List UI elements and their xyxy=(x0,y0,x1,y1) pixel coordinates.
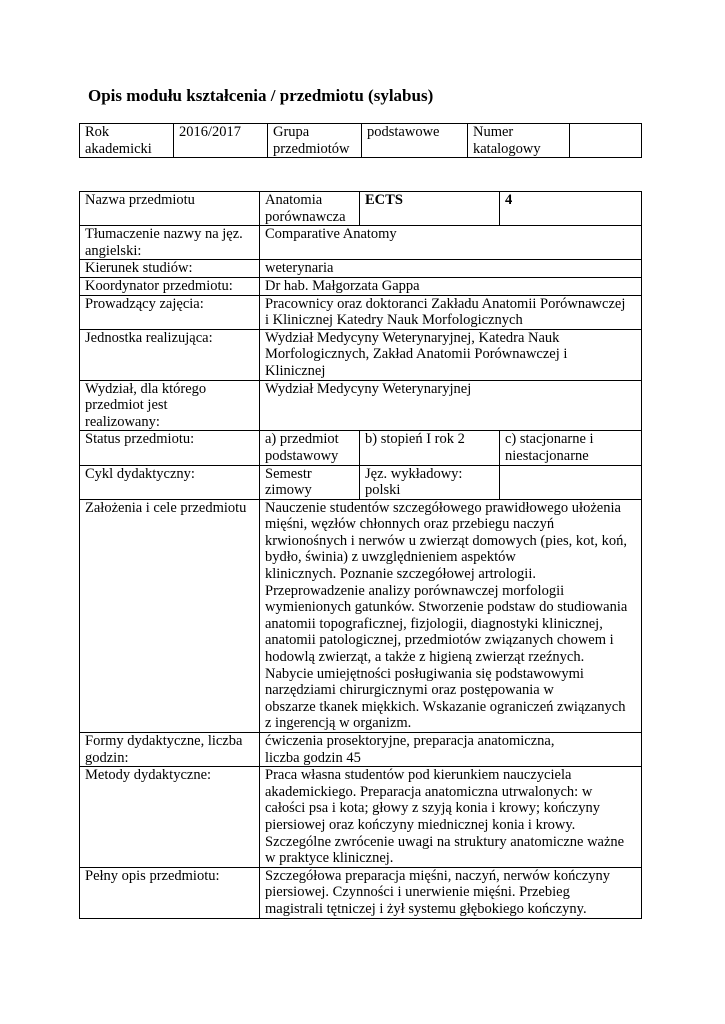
status-label: Status przedmiotu: xyxy=(80,431,260,465)
table-row xyxy=(80,465,642,499)
table-row xyxy=(80,380,642,431)
table-row xyxy=(80,867,642,918)
subject-group-label: Grupa przedmiotów xyxy=(268,124,362,158)
language-value: Jęz. wykładowy: polski xyxy=(360,465,500,499)
goals-value: Nauczenie studentów szczegółowego prawidłowego ułożenia mięśni, węzłów chłonnych oraz przebiegu naczyń krwionośnych i nerwów u zwierząt domowych (pies, kot, koń, bydło, świnia) z uwzględnieniem aspektów klinicznych. Poznanie szczegółowej artrologii. Przeprowadzenie analizy porównawczej morfologii wymienionych gatunków. Stworzenie podstaw do studiowania anatomii topograficznej, fizjologii, diagnostyki klinicznej, anatomii patologicznej, przedmiotów związanych chowem i hodowlą zwierząt, a także z higieną zwierząt rzeźnych. Nabycie umiejętności posługiwania się podstawowymi narzędziami chirurgicznymi oraz postępowania w obszarze tkanek miękkich. Wskazanie ograniczeń związanych z ingerencją w organizm. xyxy=(260,499,642,732)
instructors-label: Prowadzący zajęcia: xyxy=(80,295,260,329)
coordinator-value: Dr hab. Małgorzata Gappa xyxy=(260,277,642,295)
subject-name-value: Anatomia porównawcza xyxy=(260,192,360,226)
ects-label: ECTS xyxy=(360,192,500,226)
status-a: a) przedmiot podstawowy xyxy=(260,431,360,465)
catalog-number-value xyxy=(570,124,642,158)
table-row xyxy=(80,733,642,767)
coordinator-label: Koordynator przedmiotu: xyxy=(80,277,260,295)
subject-name-label: Nazwa przedmiotu xyxy=(80,192,260,226)
ects-value: 4 xyxy=(500,192,642,226)
goals-label: Założenia i cele przedmiotu xyxy=(80,499,260,732)
academic-year-label: Rok akademicki xyxy=(80,124,174,158)
table-row xyxy=(80,499,642,732)
forms-value: ćwiczenia prosektoryjne, preparacja anatomiczna, liczba godzin 45 xyxy=(260,733,642,767)
subject-group-value: podstawowe xyxy=(362,124,468,158)
description-label: Pełny opis przedmiotu: xyxy=(80,867,260,918)
table-row xyxy=(80,767,642,868)
methods-value: Praca własna studentów pod kierunkiem nauczyciela akademickiego. Preparacja anatomiczna utrwalonych: w całości psa i kota; głowy z szyją konia i krowy; kończyny piersiowej oraz kończyny miednicznej konia i krowy. Szczególne zwrócenie uwagi na struktury anatomiczne ważne w praktyce klinicznej. xyxy=(260,767,642,868)
syllabus-table xyxy=(79,191,642,919)
header-info-table xyxy=(79,123,642,158)
table-row xyxy=(80,277,642,295)
status-b: b) stopień I rok 2 xyxy=(360,431,500,465)
empty-cell xyxy=(500,465,642,499)
unit-label: Jednostka realizująca: xyxy=(80,329,260,380)
status-c: c) stacjonarne i niestacjonarne xyxy=(500,431,642,465)
table-row xyxy=(80,295,642,329)
unit-value: Wydział Medycyny Weterynaryjnej, Katedra Nauk Morfologicznych, Zakład Anatomii Porównawczej i Klinicznej xyxy=(260,329,642,380)
page-title: Opis modułu kształcenia / przedmiotu (sylabus) xyxy=(88,86,434,105)
methods-label: Metody dydaktyczne: xyxy=(80,767,260,868)
cycle-value: Semestr zimowy xyxy=(260,465,360,499)
table-row xyxy=(80,431,642,465)
cycle-label: Cykl dydaktyczny: xyxy=(80,465,260,499)
table-row xyxy=(80,329,642,380)
academic-year-value: 2016/2017 xyxy=(174,124,268,158)
forms-label: Formy dydaktyczne, liczba godzin: xyxy=(80,733,260,767)
table-row xyxy=(80,192,642,226)
english-name-label: Tłumaczenie nazwy na jęz. angielski: xyxy=(80,226,260,260)
field-of-study-label: Kierunek studiów: xyxy=(80,260,260,278)
instructors-value: Pracownicy oraz doktoranci Zakładu Anatomii Porównawczej i Klinicznej Katedry Nauk Morfologicznych xyxy=(260,295,642,329)
table-row xyxy=(80,226,642,260)
field-of-study-value: weterynaria xyxy=(260,260,642,278)
english-name-value: Comparative Anatomy xyxy=(260,226,642,260)
description-value: Szczegółowa preparacja mięśni, naczyń, nerwów kończyny piersiowej. Czynności i unerwienie mięśni. Przebieg magistrali tętniczej i żył systemu głębokiego kończyny. xyxy=(260,867,642,918)
faculty-value: Wydział Medycyny Weterynaryjnej xyxy=(260,380,642,431)
faculty-label: Wydział, dla którego przedmiot jest realizowany: xyxy=(80,380,260,431)
catalog-number-label: Numer katalogowy xyxy=(468,124,570,158)
table-row xyxy=(80,260,642,278)
